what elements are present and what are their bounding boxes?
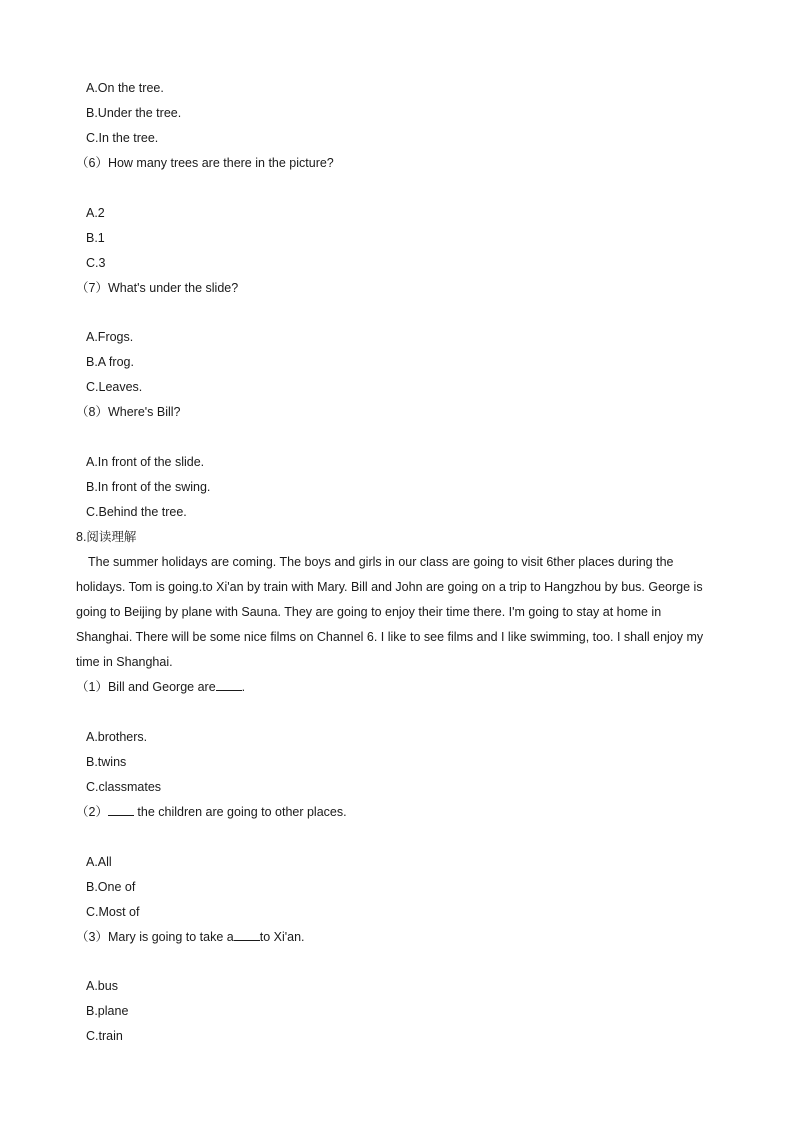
option-r3-a: A.bus [86,979,118,993]
option-r2-c: C.Most of [86,905,140,919]
option-r1-c: C.classmates [86,780,162,794]
option-q5-c: C.In the tree. [86,131,159,145]
option-r2-b: B.One of [86,880,136,894]
question-text-end: . [241,680,246,694]
option-q7-c: C.Leaves. [86,380,143,394]
option-q8-c: C.Behind the tree. [86,505,187,519]
answer-blank [108,804,134,816]
answer-blank [234,929,260,941]
question-text: （3）Mary is going to take a [76,930,234,944]
question-7: （7）What's under the slide? [76,281,239,295]
option-r3-b: B.plane [86,1004,129,1018]
option-r1-b: B.twins [86,755,127,769]
option-r2-a: A.All [86,855,112,869]
reading-question-1 [76,679,245,695]
option-q8-a: A.In front of the slide. [86,455,205,469]
reading-question-2 [76,804,347,820]
option-q7-a: A.Frogs. [86,330,134,344]
option-q7-b: B.A frog. [86,355,134,369]
question-text-end: the children are going to other places. [133,805,347,819]
question-text: （2） [76,805,108,819]
option-r1-a: A.brothers. [86,730,148,744]
option-r3-c: C.train [86,1029,123,1043]
question-text: （1）Bill and George are [76,680,216,694]
question-8: （8）Where's Bill? [76,405,181,419]
option-q5-a: A.On the tree. [86,81,164,95]
answer-blank [216,679,242,691]
option-q6-b: B.1 [86,231,105,245]
option-q6-a: A.2 [86,206,105,220]
option-q8-b: B.In front of the swing. [86,480,211,494]
option-q5-b: B.Under the tree. [86,106,182,120]
option-q6-c: C.3 [86,256,106,270]
reading-passage: The summer holidays are coming. The boys and girls in our class are going to visit 6ther places during the holidays. Tom is going.to Xi'an by train with Mary. Bill and John are going on a trip to Hangzhou by bus. George is going to Beijing by plane with Sauna. They are going to enjoy their time there. I'm going to stay at home in Shanghai. There will be some nice films on Channel 6. I like to see films and I like swimming, too. I shall enjoy my time in Shanghai. [76,555,704,669]
reading-question-3 [76,929,305,945]
section-heading: 8.阅读理解 [76,530,137,544]
question-6: （6）How many trees are there in the picture? [76,156,334,170]
question-text-end: to Xi'an. [259,930,305,944]
